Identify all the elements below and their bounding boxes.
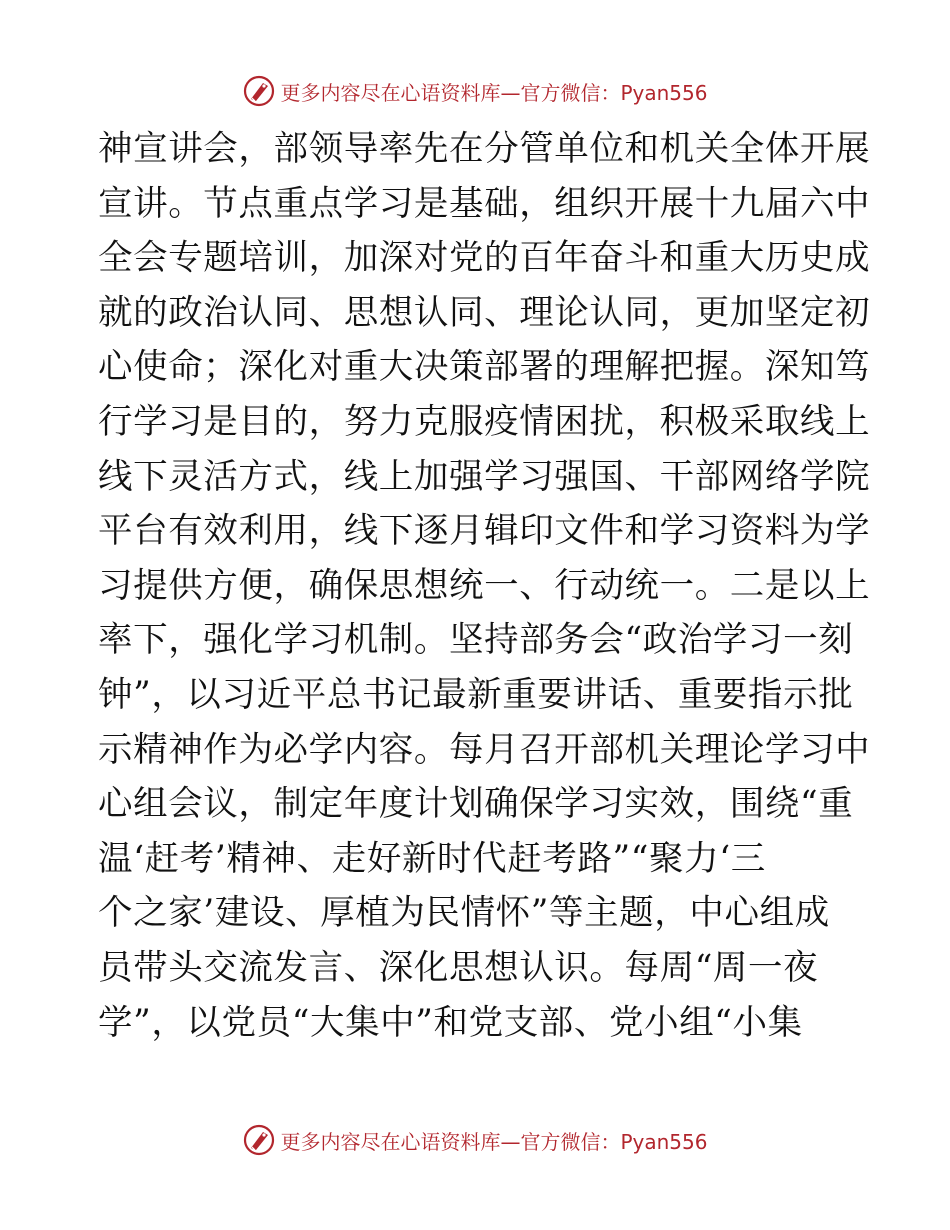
pen-nib-logo-icon (242, 74, 276, 108)
body-line: 心组会议，制定年度计划确保学习实效，围绕“重 (98, 784, 854, 825)
body-line: 平台有效利用，线下逐月辑印文件和学习资料为学 (98, 511, 871, 552)
body-line: 神宣讲会，部领导率先在分管单位和机关全体开展 (98, 129, 871, 169)
header-banner (0, 71, 950, 111)
body-line: 个之家’建设、厚植为民情怀”等主题，中心组成 (98, 893, 830, 934)
body-line: 员带头交流发言、深化思想认识。每周“周一夜 (98, 947, 819, 988)
body-line: 全会专题培训，加深对党的百年奋斗和重大历史成 (98, 238, 871, 279)
body-line: 温‘赶考’精神、走好新时代赶考路”“聚力‘三 (98, 838, 766, 879)
body-line: 示精神作为必学内容。每月召开部机关理论学习中 (98, 729, 871, 770)
body-line: 心使命；深化对重大决策部署的理解把握。深知笃 (98, 347, 871, 388)
document-body (98, 122, 871, 1050)
footer-banner-text: 更多内容尽在心语资料库—官方微信：Pyan556 (280, 1129, 708, 1154)
header-banner-text: 更多内容尽在心语资料库—官方微信：Pyan556 (280, 80, 708, 105)
body-line: 线下灵活方式，线上加强学习强国、干部网络学院 (98, 456, 871, 497)
footer-banner (0, 1120, 950, 1160)
body-line: 行学习是目的，努力克服疫情困扰，积极采取线上 (98, 401, 871, 442)
body-line: 学”，以党员“大集中”和党支部、党小组“小集 (98, 1002, 803, 1043)
body-line: 宣讲。节点重点学习是基础，组织开展十九届六中 (98, 183, 871, 224)
body-line: 习提供方便，确保思想统一、行动统一。二是以上 (98, 565, 871, 606)
pen-nib-logo-icon (242, 1123, 276, 1157)
body-line: 钟”，以习近平总书记最新重要讲话、重要指示批 (98, 674, 854, 715)
body-line: 率下，强化学习机制。坚持部务会“政治学习一刻 (98, 620, 854, 661)
body-line: 就的政治认同、思想认同、理论认同，更加坚定初 (98, 292, 871, 333)
